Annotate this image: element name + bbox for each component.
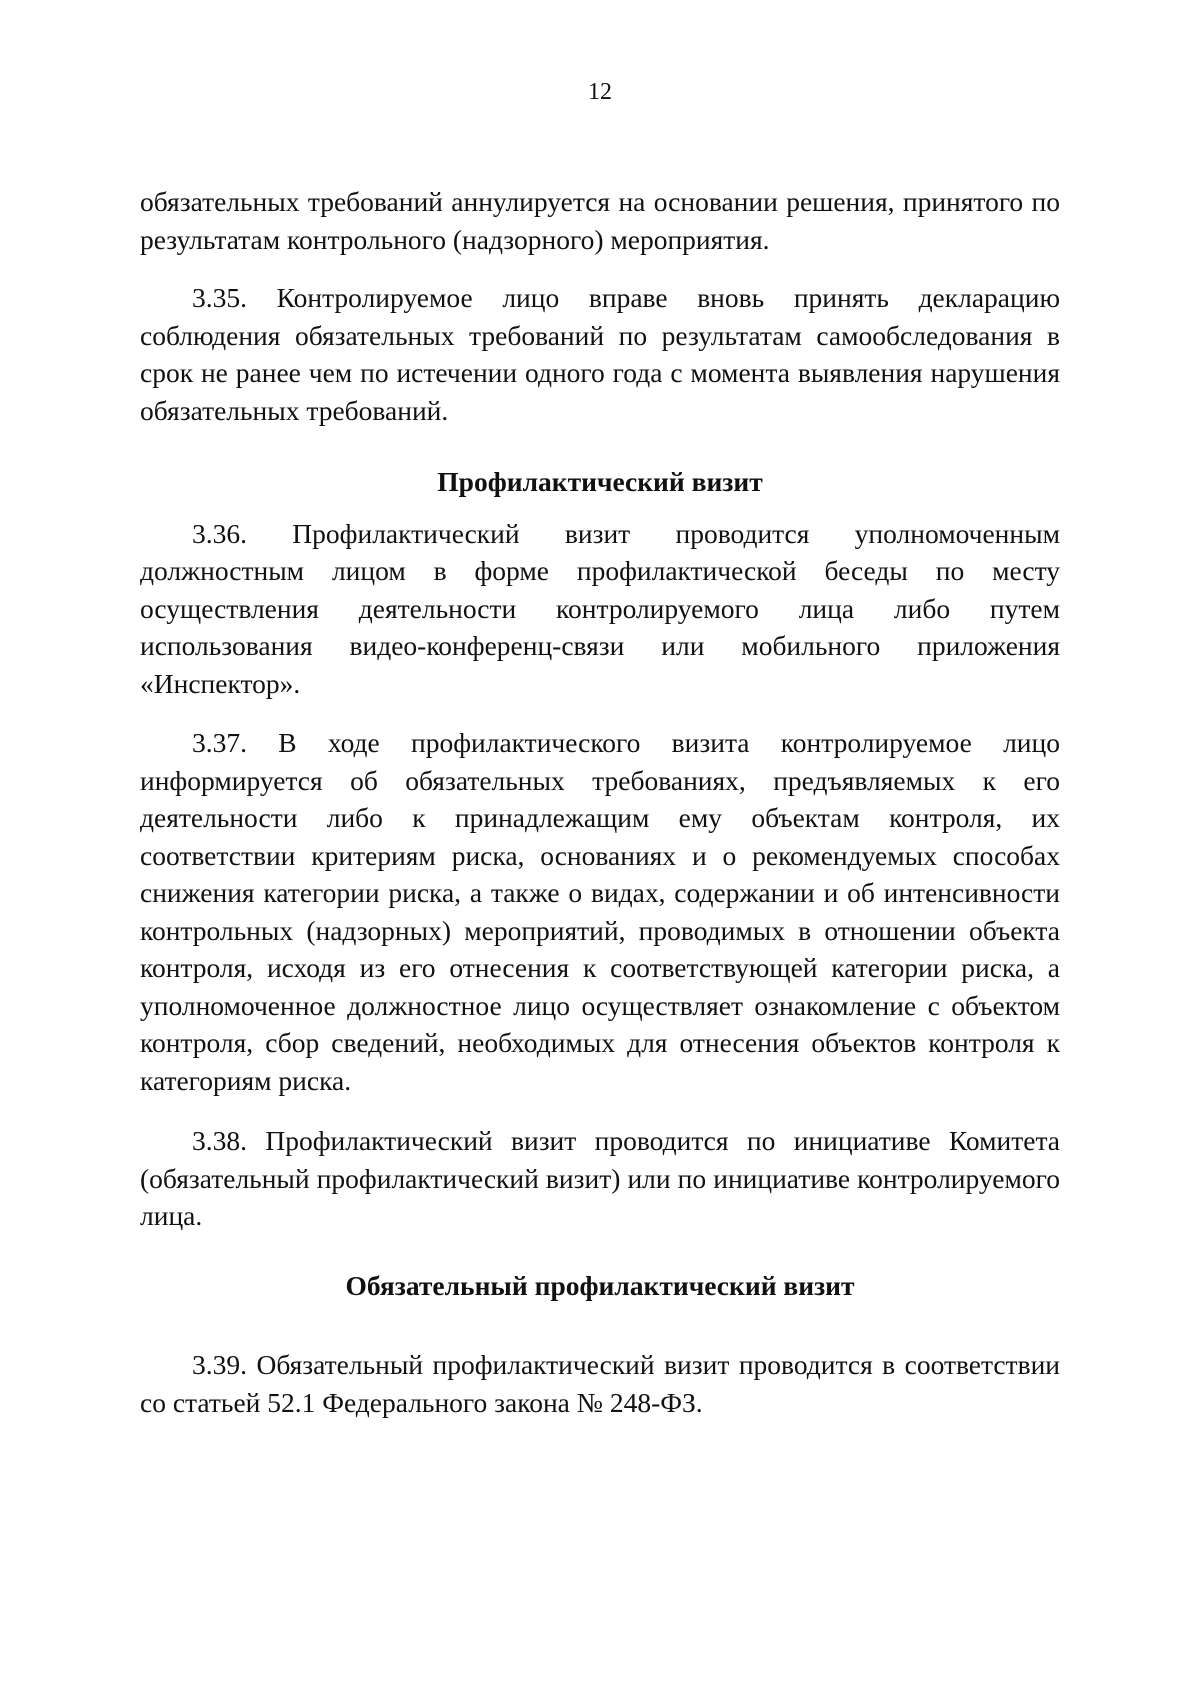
paragraph-3-38: 3.38. Профилактический визит проводится по инициативе Комитета (обязательный профилактический визит) или по инициативе контролируемого лица. <box>140 1125 1060 1231</box>
paragraph-3-35: 3.35. Контролируемое лицо вправе вновь принять декларацию соблюдения обязательных требований по результатам самообследования в срок не ранее чем по истечении одного года с момента выявления нарушения обязательных требований. <box>140 282 1060 426</box>
paragraph-3-37: 3.37. В ходе профилактического визита контролируемое лицо информируется об обязательных требованиях, предъявляемых к его деятельности либо к принадлежащим ему объектам контроля, их соответствии критериям риска, основаниях и о рекомендуемых способах снижения категории риска, а также о видах, содержании и об интенсивности контрольных (надзорных) мероприятий, проводимых в отношении объекта контроля, исходя из его отнесения к соответствующей категории риска, а уполномоченное должностное лицо осуществляет ознакомление с объектом контроля, сбор сведений, необходимых для отнесения объектов контроля к категориям риска. <box>140 727 1060 1096</box>
page-number: 12 <box>588 79 612 105</box>
document-body <box>140 183 1060 1421</box>
section-heading-preventive-visit: Профилактический визит <box>437 466 763 497</box>
paragraph-3-36: 3.36. Профилактический визит проводится уполномоченным должностным лицом в форме профилактической беседы по месту осуществления деятельности контролируемого лица либо путем использования видео-конференц-связи или мобильного приложения «Инспектор». <box>140 517 1060 699</box>
paragraph-3-39: 3.39. Обязательный профилактический визит проводится в соответствии со статьей 52.1 Федерального закона № 248-ФЗ. <box>140 1349 1060 1418</box>
section-heading-mandatory-visit: Обязательный профилактический визит <box>345 1269 855 1301</box>
paragraph-continuation: обязательных требований аннулируется на основании решения, принятого по результатам контрольного (надзорного) мероприятия. <box>140 186 1060 255</box>
